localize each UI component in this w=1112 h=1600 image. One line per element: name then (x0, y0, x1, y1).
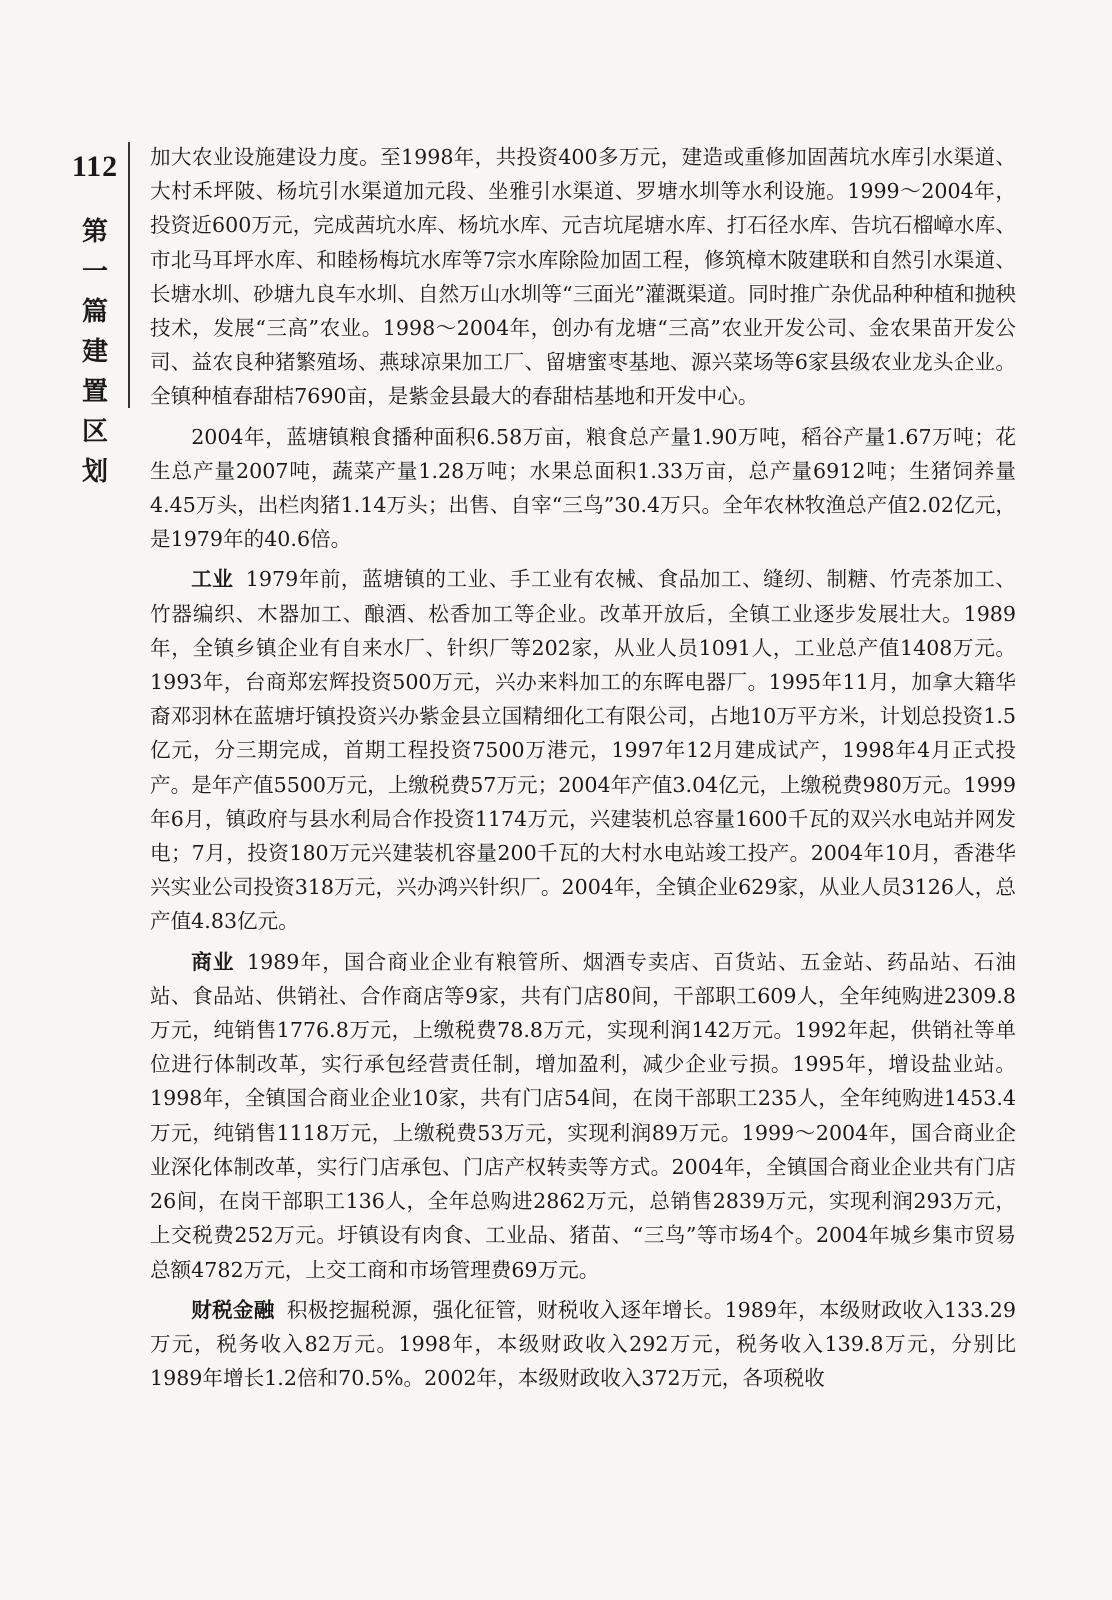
paragraph-text: 加大农业设施建设力度。至1998年，共投资400多万元，建造或重修加固茜坑水库引水渠道、大村禾坪陂、杨坑引水渠道加元段、坐雅引水渠道、罗塘水圳等水利设施。1999～2004年，投资近600万元，完成茜坑水库、杨坑水库、元吉坑尾塘水库、打石径水库、告坑石榴嶂水库、市北马耳坪水库、和睦杨梅坑水库等7宗水库除险加固工程，修筑樟木陂建联和自然引水渠道、长塘水圳、砂塘九良车水圳、自然万山水圳等“三面光”灌溉渠道。同时推广杂优品种种植和抛秧技术，发展“三高”农业。1998～2004年，创办有龙塘“三高”农业开发公司、金农果苗开发公司、益农良种猪繁殖场、燕球凉果加工厂、留塘蜜枣基地、源兴菜场等6家县级农业龙头企业。全镇种植春甜桔7690亩，是紫金县最大的春甜桔基地和开发中心。 (150, 145, 1016, 409)
margin-divider (128, 142, 130, 408)
paragraph-text: 1979年前，蓝塘镇的工业、手工业有农械、食品加工、缝纫、制糖、竹壳茶加工、竹器编织、木器加工、酿酒、松香加工等企业。改革开放后，全镇工业逐步发展壮大。1989年，全镇乡镇企业有自来水厂、针织厂等202家，从业人员1091人，工业总产值1408万元。1993年，台商郑宏辉投资500万元，兴办来料加工的东晖电器厂。1995年11月，加拿大籍华裔邓羽林在蓝塘圩镇投资兴办紫金县立国精细化工有限公司，占地10万平方米，计划总投资1.5亿元，分三期完成，首期工程投资7500万港元，1997年12月建成试产，1998年4月正式投产。是年产值5500万元，上缴税费57万元；2004年产值3.04亿元，上缴税费980万元。1999年6月，镇政府与县水利局合作投资1174万元，兴建装机总容量1600千瓦的双兴水电站并网发电；7月，投资180万元兴建装机容量200千瓦的大村水电站竣工投产。2004年10月，香港华兴实业公司投资318万元，兴办鸿兴针织厂。2004年，全镇企业629家，从业人员3126人，总产值4.83亿元。 (150, 567, 1017, 934)
body-text (150, 140, 1016, 1395)
paragraph-text: 2004年，蓝塘镇粮食播种面积6.58万亩，粮食总产量1.90万吨，稻谷产量1.67万吨；花生总产量2007吨，蔬菜产量1.28万吨；水果总面积1.33万亩，总产量6912吨；生猪饲养量4.45万头，出栏肉猪1.14万头；出售、自宰“三鸟”30.4万只。全年农林牧渔总产值2.02亿元，是1979年的40.6倍。 (150, 424, 1016, 552)
part-label-char: 建 (81, 337, 108, 367)
page-number: 112 (71, 150, 119, 183)
part-label-char: 篇 (81, 297, 108, 327)
paragraph-agriculture-output (150, 420, 1016, 557)
section-heading-finance: 财税金融 (191, 1297, 275, 1322)
paragraph-commerce (150, 945, 1016, 1287)
paragraph-text: 1989年，国合商业企业有粮管所、烟酒专卖店、百货站、五金站、药品站、石油站、食品站、供销社、合作商店等9家，共有门店80间，干部职工609人，全年纯购进2309.8万元，纯销售1776.8万元，上缴税费78.8万元，实现利润142万元。1992年起，供销社等单位进行体制改革，实行承包经营责任制，增加盈利，减少企业亏损。1995年，增设盐业站。1998年，全镇国合商业企业10家，共有门店54间，在岗干部职工235人，全年纯购进1453.4万元，纯销售1118万元，上缴税费53万元，实现利润89万元。1999～2004年，国合商业企业深化体制改革，实行门店承包、门店产权转卖等方式。2004年，全镇国合商业企业共有门店26间，在岗干部职工136人，全年总购进2862万元，总销售2839万元，实现利润293万元，上交税费252万元。圩镇设有肉食、工业品、猪苗、“三鸟”等市场4个。2004年城乡集市贸易总额4782万元，上交工商和市场管理费69万元。 (150, 949, 1017, 1282)
paragraph-finance (150, 1293, 1016, 1396)
part-label-char: 划 (81, 457, 108, 487)
paragraph-agriculture-infrastructure (150, 140, 1016, 414)
paragraph-text: 积极挖掘税源，强化征管，财税收入逐年增长。1989年，本级财政收入133.29万元，税务收入82万元。1998年，本级财政收入292万元，税务收入139.8万元，分别比1989年增长1.2倍和70.5%。2002年，本级财政收入372万元，各项税收 (150, 1297, 1017, 1391)
part-label-char: 置 (81, 377, 108, 407)
part-label-char: 第 (81, 217, 108, 247)
section-heading-industry: 工业 (191, 567, 234, 592)
margin-column (60, 150, 130, 492)
part-label-char: 区 (81, 417, 108, 447)
part-label (75, 212, 115, 492)
part-label-char: 一 (81, 257, 108, 287)
paragraph-industry (150, 562, 1016, 938)
section-heading-commerce: 商业 (191, 949, 235, 974)
